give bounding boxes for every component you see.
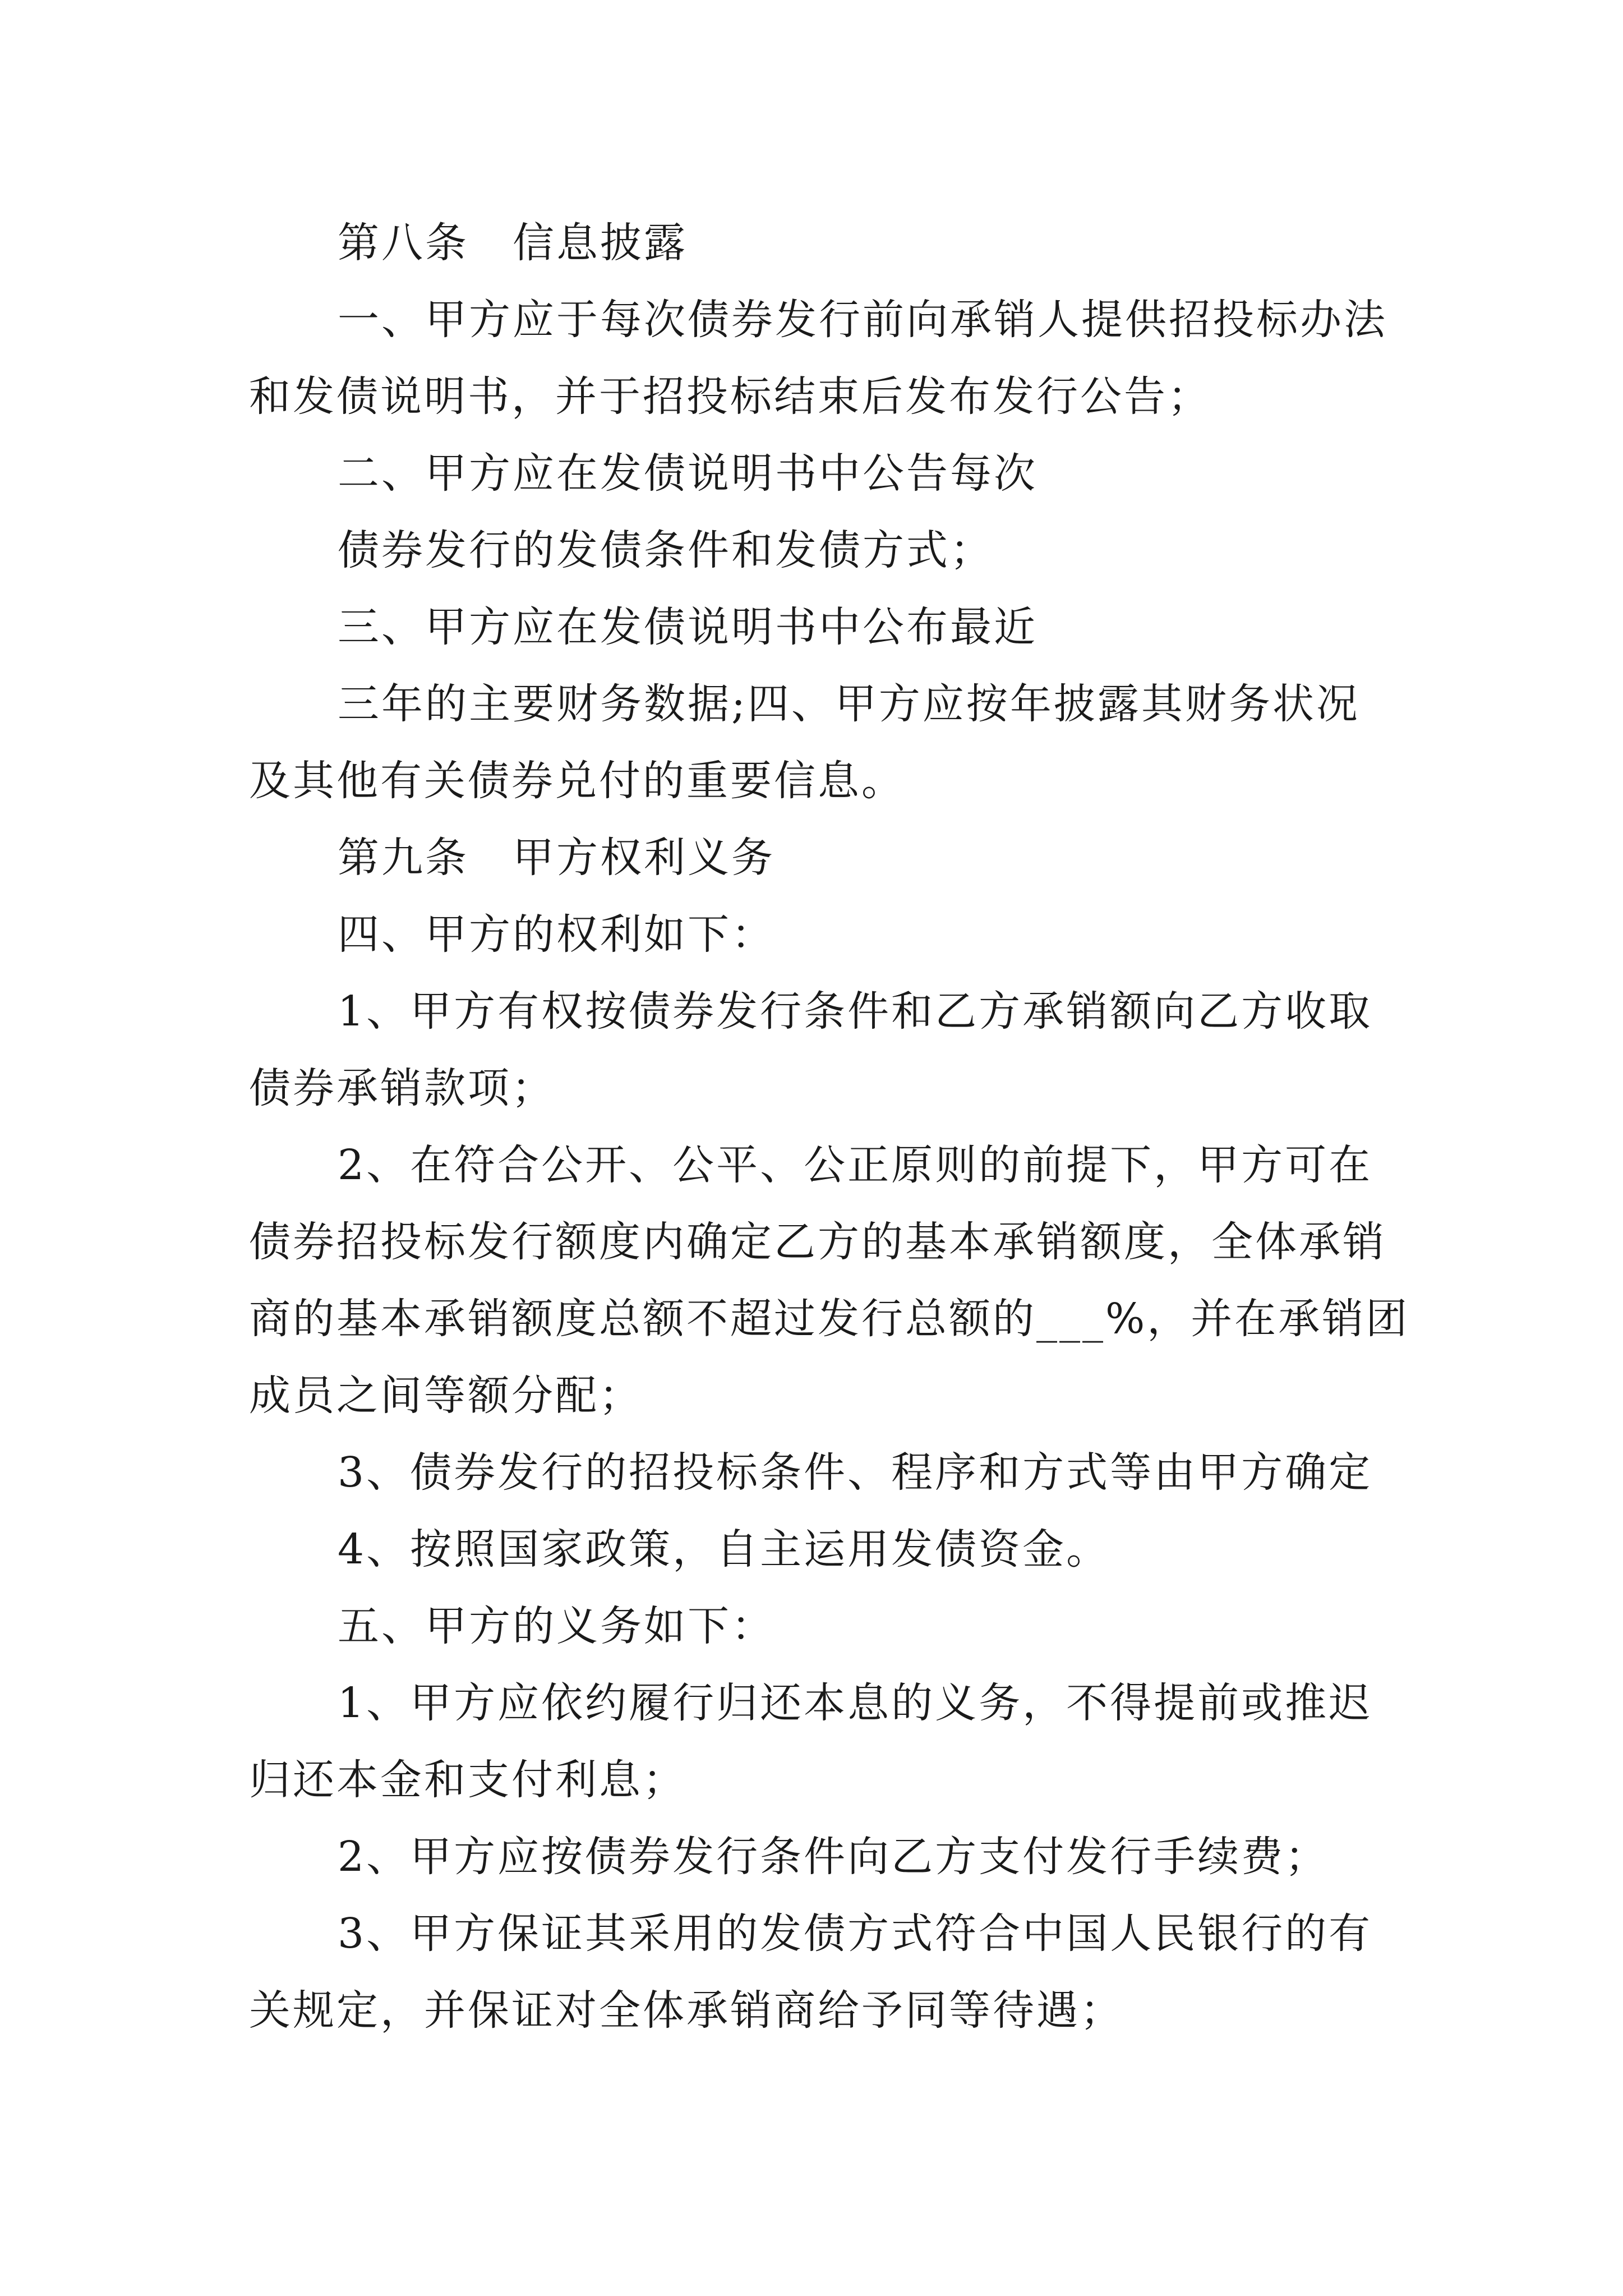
text-line: 三年的主要财务数据;四、甲方应按年披露其财务状况 [338, 680, 1360, 728]
text-line: 1、甲方应依约履行归还本息的义务，不得提前或推迟 [338, 1679, 1373, 1727]
text-line: 二、甲方应在发债说明书中公告每次 [338, 449, 1038, 498]
article-9-title: 第九条 甲方权利义务 [338, 834, 775, 882]
duties-heading: 五、甲方的义务如下： [338, 1602, 775, 1650]
text-line: 和发债说明书，并于招投标结束后发布发行公告； [249, 372, 1211, 421]
text-line: 关规定，并保证对全体承销商给予同等待遇； [249, 1986, 1124, 2035]
text-line: 商的基本承销额度总额不超过发行总额的___%，并在承销团 [249, 1295, 1410, 1343]
text-line: 归还本金和支付利息； [249, 1756, 686, 1804]
text-line: 2、在符合公开、公平、公正原则的前提下，甲方可在 [338, 1141, 1373, 1189]
text-line: 债券承销款项； [249, 1064, 555, 1112]
text-line: 2、甲方应按债券发行条件向乙方支付发行手续费； [338, 1833, 1329, 1881]
text-line: 三、甲方应在发债说明书中公布最近 [338, 603, 1038, 651]
text-line: 1、甲方有权按债券发行条件和乙方承销额向乙方收取 [338, 987, 1373, 1036]
text-line: 4、按照国家政策，自主运用发债资金。 [338, 1525, 1110, 1573]
document-body [249, 205, 1410, 2049]
text-line: 债券招投标发行额度内确定乙方的基本承销额度，全体承销 [249, 1218, 1386, 1266]
text-line: 及其他有关债券兑付的重要信息。 [249, 757, 905, 805]
text-line: 3、甲方保证其采用的发债方式符合中国人民银行的有 [338, 1910, 1373, 1958]
text-line: 债券发行的发债条件和发债方式； [338, 526, 994, 574]
rights-heading: 四、甲方的权利如下： [338, 910, 775, 959]
article-8-title: 第八条 信息披露 [338, 219, 688, 267]
text-line: 成员之间等额分配； [249, 1372, 643, 1420]
text-line: 3、债券发行的招投标条件、程序和方式等由甲方确定 [338, 1448, 1373, 1497]
text-line: 一、甲方应于每次债券发行前向承销人提供招投标办法 [338, 296, 1387, 344]
